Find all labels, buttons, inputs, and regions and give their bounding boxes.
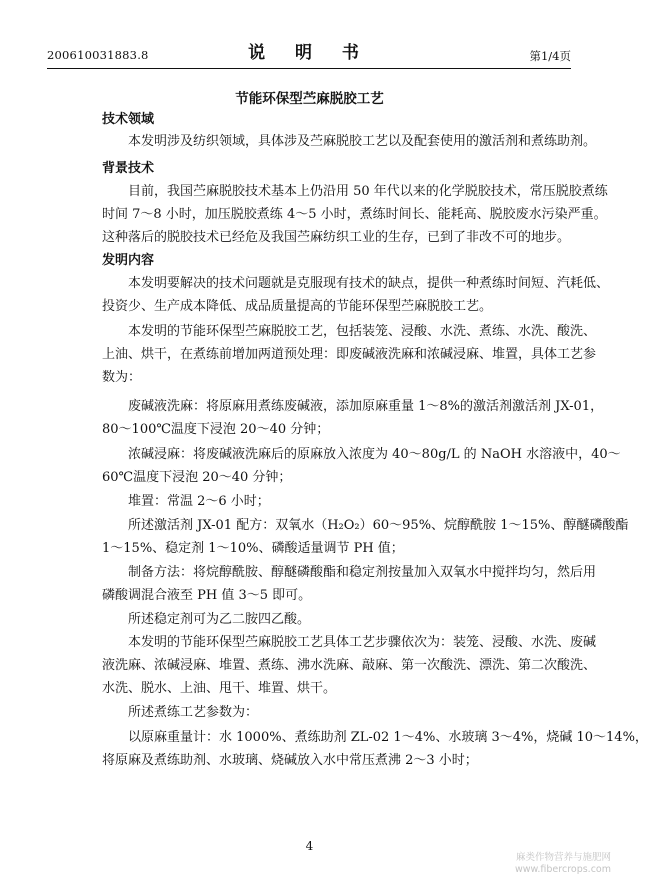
paragraph-line: 这种落后的脱胶技术已经危及我国苎麻纺织工业的生存，已到了非改不可的地步。: [102, 230, 571, 245]
paragraph: [102, 272, 610, 318]
paragraph-line: 80～100℃温度下浸泡 20～40 分钟；: [102, 422, 330, 437]
paragraph-line: 所述激活剂 JX-01 配方：双氧水（H₂O₂）60～95%、烷醇酰胺 1～15%、醇醚磷酸酯: [128, 518, 629, 533]
paragraph-line: 上油、烘干，在煮练前增加两道预处理：即废碱液洗麻和浓碱浸麻、堆置，具体工艺参: [102, 347, 597, 362]
paragraph-line: 堆置：常温 2～6 小时；: [128, 494, 270, 509]
section-heading-summary: 发明内容: [102, 253, 155, 268]
paragraph-line: 将原麻及煮练助剂、水玻璃、烧碱放入水中常压煮沸 2～3 小时；: [102, 753, 478, 768]
paragraph: [102, 608, 562, 631]
watermark-site-name: 麻类作物营养与施肥网: [515, 852, 611, 863]
paragraph-line: 所述稳定剂可为乙二胺四乙酸。: [128, 612, 311, 627]
patent-application-number: 200610031883.8: [47, 48, 149, 62]
paragraph: [102, 443, 621, 489]
section-heading-technical-field: 技术领域: [102, 112, 155, 127]
paragraph: [102, 701, 562, 724]
paragraph-line: 数为：: [102, 370, 142, 385]
paragraph-line: 本发明的节能环保型苎麻脱胶工艺，包括装笼、浸酸、水洗、煮练、水洗、酸洗、: [128, 324, 597, 339]
page-indicator: 第1/4页: [529, 49, 571, 63]
document-type-title: 说 明 书: [248, 43, 371, 63]
paragraph: [102, 180, 608, 249]
paragraph-line: 投资少、生产成本降低、成品质量提高的节能环保型苎麻脱胶工艺。: [102, 299, 493, 314]
page-number: 4: [305, 839, 314, 853]
paragraph: [102, 514, 629, 560]
paragraph-line: 60℃温度下浸泡 20～40 分钟；: [102, 470, 292, 485]
paragraph-line: 目前，我国苎麻脱胶技术基本上仍沿用 50 年代以来的化学脱胶技术，常压脱胶煮练: [128, 184, 608, 199]
paragraph-line: 所述煮练工艺参数为：: [128, 705, 259, 720]
paragraph: [102, 726, 648, 772]
paragraph: [102, 395, 604, 441]
paragraph-line: 本发明要解决的技术问题就是克服现有技术的缺点，提供一种煮练时间短、汽耗低、: [128, 276, 610, 291]
paragraph-line: 本发明的节能环保型苎麻脱胶工艺具体工艺步骤依次为：装笼、浸酸、水洗、废碱: [128, 635, 597, 650]
paragraph: [102, 490, 562, 513]
paragraph-line: 磷酸调混合液至 PH 值 3～5 即可。: [102, 588, 312, 603]
paragraph-line: 时间 7～8 小时，加压脱胶煮练 4～5 小时，煮练时间长、能耗高、脱胶废水污染严重。: [102, 207, 607, 222]
paragraph-line: 制备方法：将烷醇酰胺、醇醚磷酸酯和稳定剂按量加入双氧水中搅拌均匀，然后用: [128, 565, 597, 580]
paragraph: [102, 130, 597, 153]
paragraph-line: 1～15%、稳定剂 1～10%、磷酸适量调节 PH 值；: [102, 541, 404, 556]
paragraph-line: 液洗麻、浓碱浸麻、堆置、煮练、沸水洗麻、敲麻、第一次酸洗、漂洗、第二次酸洗、: [102, 658, 597, 673]
paragraph: [102, 320, 597, 389]
paragraph: [102, 631, 597, 700]
watermark: [515, 852, 611, 876]
paragraph-line: 废碱液洗麻：将原麻用煮练废碱液，添加原麻重量 1～8%的激活剂激活剂 JX-01，: [128, 399, 604, 414]
invention-title: 节能环保型苎麻脱胶工艺: [235, 91, 384, 107]
paragraph-line: 水洗、脱水、上油、甩干、堆置、烘干。: [102, 681, 337, 696]
section-heading-background: 背景技术: [102, 161, 155, 176]
paragraph: [102, 561, 597, 607]
paragraph-line: 本发明涉及纺织领域，具体涉及苎麻脱胶工艺以及配套使用的激活剂和煮练助剂。: [128, 134, 597, 149]
paragraph-line: 以原麻重量计：水 1000%、煮练助剂 ZL-02 1～4%、水玻璃 3～4%，烧碱 10～14%，: [128, 730, 648, 745]
watermark-url: www.fibercrops.com: [514, 864, 611, 875]
paragraph-line: 浓碱浸麻：将废碱液洗麻后的原麻放入浓度为 40～80g/L 的 NaOH 水溶液中，40～: [128, 447, 621, 462]
header-divider: [47, 68, 571, 69]
